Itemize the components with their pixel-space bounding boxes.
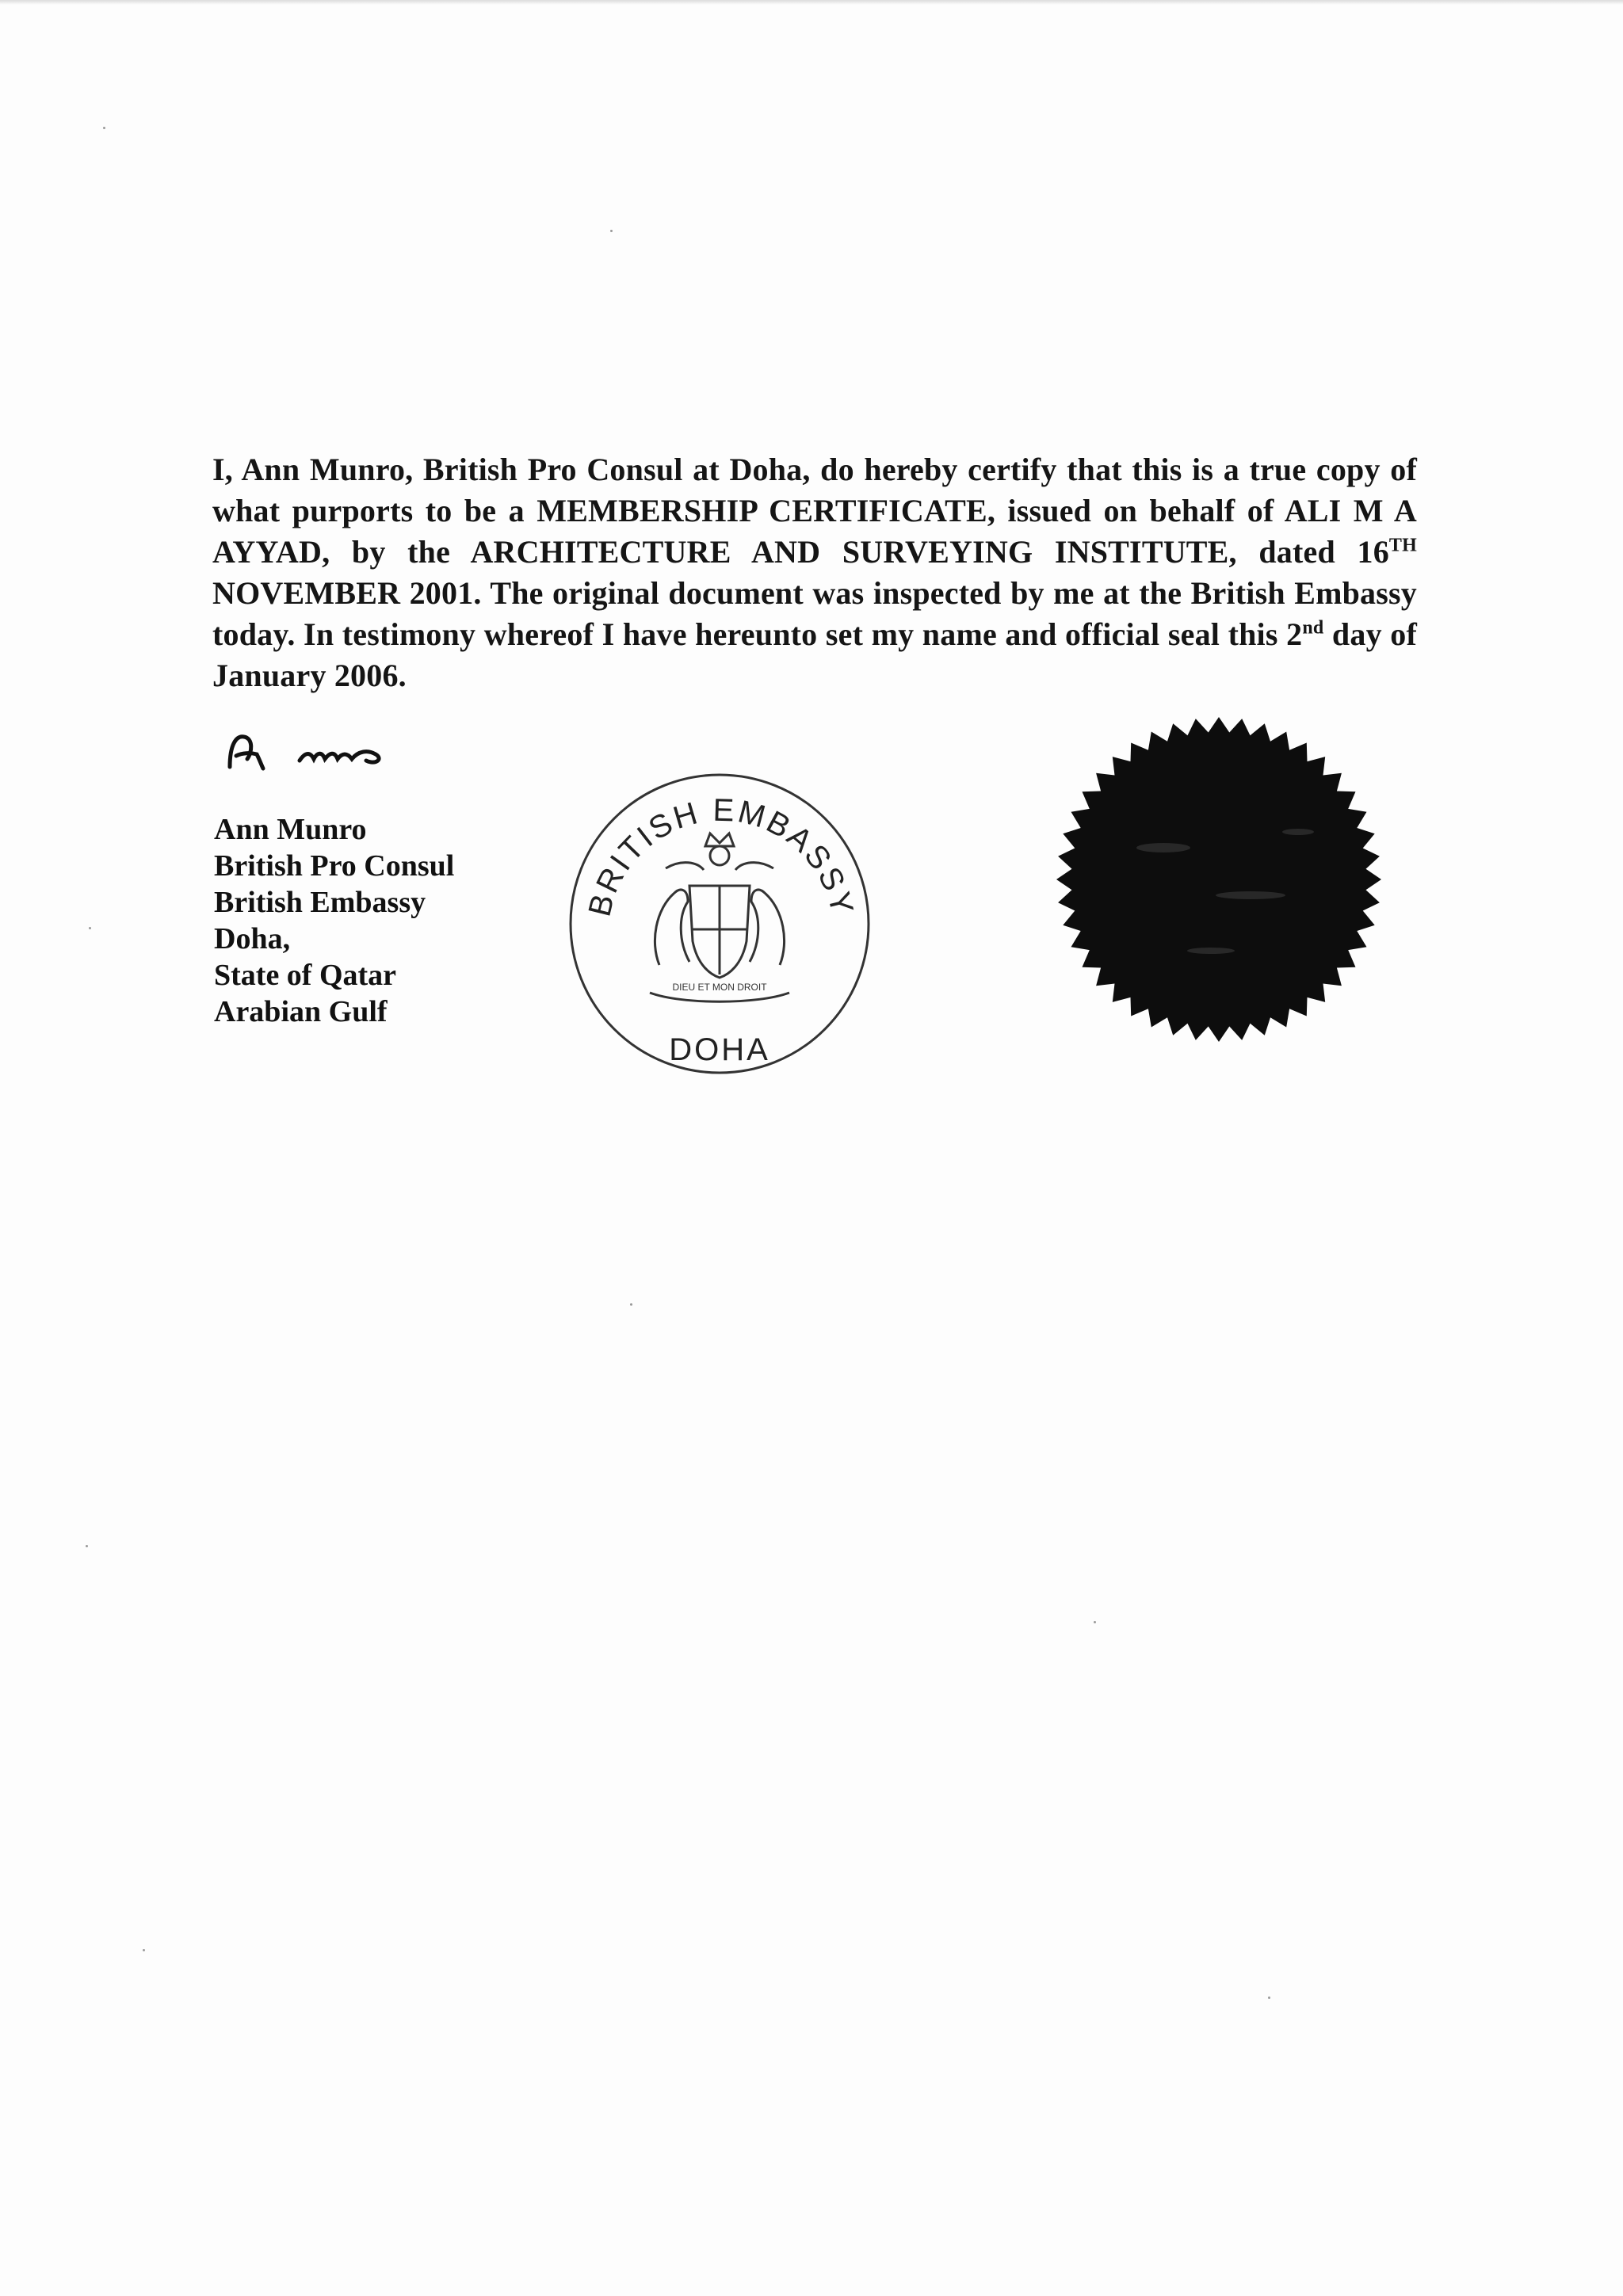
scan-speck (86, 1545, 88, 1547)
signatory-block (214, 811, 454, 1030)
scan-speck (1268, 1997, 1270, 1999)
certification-paragraph (212, 449, 1417, 696)
stamp-motto: DIEU ET MON DROIT (672, 982, 767, 993)
scan-speck (1094, 1621, 1096, 1623)
scan-speck (143, 1949, 145, 1951)
signatory-region: Arabian Gulf (214, 995, 388, 1028)
signatory-name: Ann Munro (214, 813, 367, 846)
signatory-title: British Pro Consul (214, 849, 455, 883)
ordinal-suffix-nd: nd (1302, 617, 1324, 639)
certification-text-part-3: day of January 2006. (212, 616, 1417, 693)
signatory-office: British Embassy (214, 886, 426, 919)
scan-speck (610, 230, 613, 232)
handwritten-signature (212, 721, 450, 784)
signatory-country: State of Qatar (214, 959, 397, 992)
certification-text-part-1: I, Ann Munro, British Pro Consul at Doha, do hereby certify that this is a true copy of what purports to be a MEMBERSHIP CERTIFICATE, issued on behalf of ALI M A AYYAD, by the ARCHITECTURE AND SURVEYING INSTITUTE, dated 16 (212, 452, 1417, 570)
official-seal (1052, 713, 1385, 1046)
stamp-bottom-text: DOHA (669, 1032, 770, 1067)
scan-edge (0, 0, 1623, 5)
ordinal-suffix-th: TH (1388, 535, 1417, 556)
british-embassy-stamp (563, 767, 876, 1081)
scan-speck (89, 927, 91, 929)
signatory-city: Doha, (214, 922, 291, 955)
scan-speck (103, 127, 105, 129)
scan-speck (630, 1303, 632, 1306)
royal-coat-of-arms-icon (650, 833, 789, 1001)
certification-text-part-2: NOVEMBER 2001. The original document was inspected by me at the British Embassy today. In testimony whereof I have hereunto set my name and official seal this 2 (212, 575, 1417, 652)
stamp-top-text: BRITISH EMBASSY (582, 792, 861, 920)
